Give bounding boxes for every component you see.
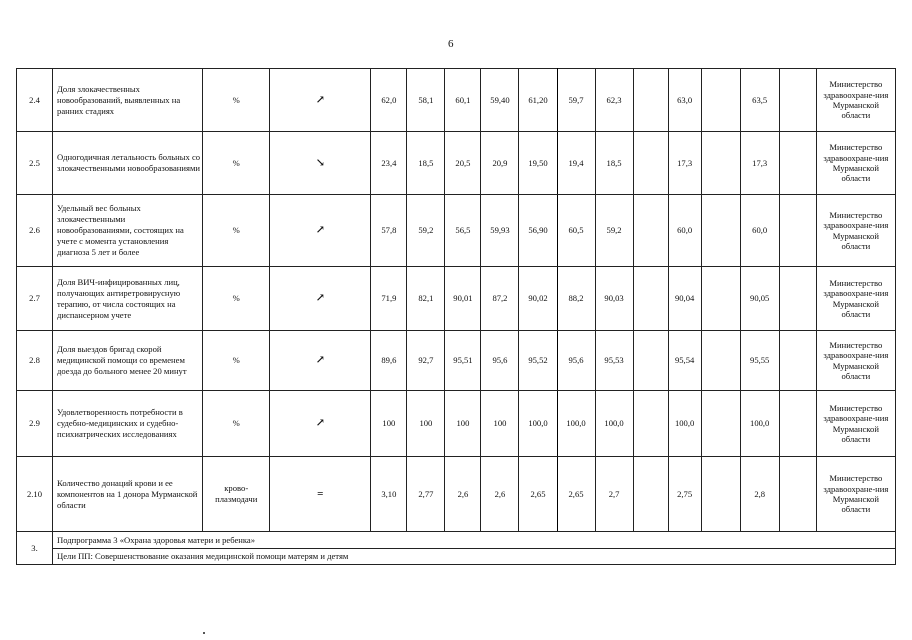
value-cell bbox=[701, 195, 740, 267]
value-cell: 100 bbox=[371, 391, 407, 457]
table-row bbox=[17, 331, 896, 391]
value-cell: 17,3 bbox=[668, 132, 701, 195]
trend-arrow-icon: ↘ bbox=[270, 132, 371, 195]
responsible-org: Министерство здравоохране-ния Мурманской области bbox=[816, 331, 895, 391]
value-cell: 2,65 bbox=[519, 457, 557, 532]
value-cell bbox=[779, 391, 816, 457]
subprogram-code: 3. bbox=[17, 532, 53, 565]
responsible-org: Министерство здравоохране-ния Мурманской области bbox=[816, 391, 895, 457]
row-code: 2.8 bbox=[17, 331, 53, 391]
value-cell: 95,6 bbox=[557, 331, 595, 391]
value-cell: 62,3 bbox=[595, 69, 633, 132]
value-cell: 90,01 bbox=[445, 267, 481, 331]
value-cell: 57,8 bbox=[371, 195, 407, 267]
table-row bbox=[17, 132, 896, 195]
value-cell: 90,03 bbox=[595, 267, 633, 331]
subprogram-goal-row bbox=[17, 549, 896, 565]
value-cell: 56,90 bbox=[519, 195, 557, 267]
table-row bbox=[17, 195, 896, 267]
value-cell: 63,5 bbox=[740, 69, 779, 132]
value-cell: 88,2 bbox=[557, 267, 595, 331]
value-cell: 100,0 bbox=[668, 391, 701, 457]
value-cell: 2,6 bbox=[481, 457, 519, 532]
value-cell: 92,7 bbox=[407, 331, 445, 391]
value-cell: 60,1 bbox=[445, 69, 481, 132]
table-row bbox=[17, 457, 896, 532]
value-cell: 63,0 bbox=[668, 69, 701, 132]
value-cell: 59,2 bbox=[595, 195, 633, 267]
subprogram-title: Подпрограмма 3 «Охрана здоровья матери и ребенка» bbox=[53, 532, 896, 549]
unit: % bbox=[203, 331, 270, 391]
value-cell bbox=[779, 457, 816, 532]
row-code: 2.6 bbox=[17, 195, 53, 267]
value-cell: 71,9 bbox=[371, 267, 407, 331]
responsible-org: Министерство здравоохране-ния Мурманской области bbox=[816, 69, 895, 132]
value-cell bbox=[701, 391, 740, 457]
value-cell: 61,20 bbox=[519, 69, 557, 132]
unit: % bbox=[203, 132, 270, 195]
responsible-org: Министерство здравоохране-ния Мурманской области bbox=[816, 457, 895, 532]
value-cell bbox=[633, 457, 668, 532]
trend-arrow-icon: ↗ bbox=[270, 267, 371, 331]
trend-arrow-icon: ↗ bbox=[270, 195, 371, 267]
value-cell: 56,5 bbox=[445, 195, 481, 267]
value-cell bbox=[779, 132, 816, 195]
value-cell: 2,6 bbox=[445, 457, 481, 532]
row-code: 2.7 bbox=[17, 267, 53, 331]
value-cell: 2,8 bbox=[740, 457, 779, 532]
value-cell: 2,65 bbox=[557, 457, 595, 532]
value-cell bbox=[779, 331, 816, 391]
row-code: 2.9 bbox=[17, 391, 53, 457]
value-cell bbox=[633, 267, 668, 331]
unit: крово-плазмодачи bbox=[203, 457, 270, 532]
value-cell bbox=[633, 69, 668, 132]
table-row bbox=[17, 69, 896, 132]
value-cell bbox=[701, 331, 740, 391]
value-cell bbox=[701, 267, 740, 331]
value-cell: 58,1 bbox=[407, 69, 445, 132]
value-cell: 2,77 bbox=[407, 457, 445, 532]
value-cell: 95,6 bbox=[481, 331, 519, 391]
value-cell: 18,5 bbox=[595, 132, 633, 195]
value-cell: 59,93 bbox=[481, 195, 519, 267]
value-cell: 60,0 bbox=[668, 195, 701, 267]
value-cell: 100,0 bbox=[519, 391, 557, 457]
unit: % bbox=[203, 267, 270, 331]
value-cell bbox=[701, 132, 740, 195]
value-cell: 90,04 bbox=[668, 267, 701, 331]
value-cell: 100,0 bbox=[595, 391, 633, 457]
value-cell: 90,05 bbox=[740, 267, 779, 331]
value-cell: 100 bbox=[481, 391, 519, 457]
indicator-name: Удельный вес больных злокачественными новообразованиями, состоящих на учете с момента установления диагноза 5 лет и более bbox=[53, 195, 203, 267]
value-cell bbox=[779, 69, 816, 132]
value-cell: 2,75 bbox=[668, 457, 701, 532]
table-row bbox=[17, 267, 896, 331]
indicator-name: Доля выездов бригад скорой медицинской помощи со временем доезда до больного менее 20 минут bbox=[53, 331, 203, 391]
row-code: 2.5 bbox=[17, 132, 53, 195]
value-cell: 3,10 bbox=[371, 457, 407, 532]
value-cell: 19,4 bbox=[557, 132, 595, 195]
value-cell bbox=[633, 132, 668, 195]
scan-speck bbox=[203, 632, 205, 634]
value-cell: 100 bbox=[407, 391, 445, 457]
value-cell bbox=[779, 195, 816, 267]
unit: % bbox=[203, 391, 270, 457]
subprogram-goal: Цели ПП: Совершенствование оказания медицинской помощи матерям и детям bbox=[53, 549, 896, 565]
value-cell: 19,50 bbox=[519, 132, 557, 195]
responsible-org: Министерство здравоохране-ния Мурманской области bbox=[816, 267, 895, 331]
value-cell bbox=[633, 331, 668, 391]
indicators-body bbox=[17, 69, 896, 565]
subprogram-row bbox=[17, 532, 896, 549]
value-cell: 89,6 bbox=[371, 331, 407, 391]
value-cell: 95,54 bbox=[668, 331, 701, 391]
value-cell: 59,7 bbox=[557, 69, 595, 132]
value-cell: 62,0 bbox=[371, 69, 407, 132]
value-cell: 20,5 bbox=[445, 132, 481, 195]
value-cell: 82,1 bbox=[407, 267, 445, 331]
value-cell: 59,40 bbox=[481, 69, 519, 132]
value-cell: 100,0 bbox=[557, 391, 595, 457]
indicator-name: Количество донаций крови и ее компонентов на 1 донора Мурманской области bbox=[53, 457, 203, 532]
row-code: 2.4 bbox=[17, 69, 53, 132]
value-cell: 2,7 bbox=[595, 457, 633, 532]
value-cell: 18,5 bbox=[407, 132, 445, 195]
indicator-name: Доля злокачественных новообразований, выявленных на ранних стадиях bbox=[53, 69, 203, 132]
responsible-org: Министерство здравоохране-ния Мурманской области bbox=[816, 132, 895, 195]
value-cell: 59,2 bbox=[407, 195, 445, 267]
indicator-name: Одногодичная летальность больных со злокачественными новообразованиями bbox=[53, 132, 203, 195]
value-cell: 87,2 bbox=[481, 267, 519, 331]
value-cell: 100,0 bbox=[740, 391, 779, 457]
value-cell: 95,55 bbox=[740, 331, 779, 391]
value-cell bbox=[633, 195, 668, 267]
value-cell: 95,51 bbox=[445, 331, 481, 391]
indicators-table bbox=[16, 68, 896, 565]
value-cell: 95,52 bbox=[519, 331, 557, 391]
unit: % bbox=[203, 69, 270, 132]
unit: % bbox=[203, 195, 270, 267]
responsible-org: Министерство здравоохране-ния Мурманской области bbox=[816, 195, 895, 267]
value-cell: 100 bbox=[445, 391, 481, 457]
row-code: 2.10 bbox=[17, 457, 53, 532]
value-cell bbox=[701, 69, 740, 132]
value-cell: 90,02 bbox=[519, 267, 557, 331]
value-cell: 17,3 bbox=[740, 132, 779, 195]
value-cell bbox=[779, 267, 816, 331]
value-cell: 20,9 bbox=[481, 132, 519, 195]
value-cell bbox=[633, 391, 668, 457]
value-cell: 23,4 bbox=[371, 132, 407, 195]
trend-arrow-icon: ↗ bbox=[270, 69, 371, 132]
indicator-name: Доля ВИЧ-инфицированных лиц, получающих антиретровирусную терапию, от числа состоящих на диспансерном учете bbox=[53, 267, 203, 331]
value-cell: 60,0 bbox=[740, 195, 779, 267]
page-number: 6 bbox=[448, 38, 454, 50]
value-cell bbox=[701, 457, 740, 532]
trend-arrow-icon: ↗ bbox=[270, 331, 371, 391]
indicator-name: Удовлетворенность потребности в судебно-медицинских и судебно-психиатрических исследованиях bbox=[53, 391, 203, 457]
trend-arrow-icon: ↗ bbox=[270, 391, 371, 457]
trend-arrow-icon: = bbox=[270, 457, 371, 532]
value-cell: 60,5 bbox=[557, 195, 595, 267]
value-cell: 95,53 bbox=[595, 331, 633, 391]
table-row bbox=[17, 391, 896, 457]
